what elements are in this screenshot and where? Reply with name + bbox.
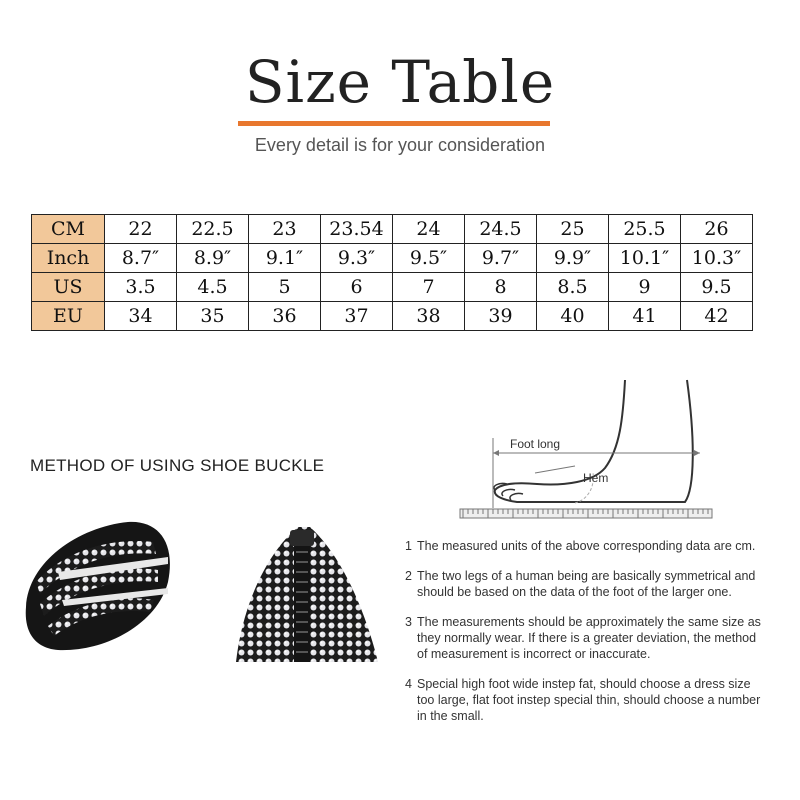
size-cell: 8 xyxy=(465,273,537,302)
size-cell: 34 xyxy=(105,302,177,331)
size-cell: 9.9″ xyxy=(537,244,609,273)
note-item xyxy=(405,614,790,662)
note-number: 1 xyxy=(405,539,412,553)
size-row-label: EU xyxy=(32,302,105,331)
size-cell: 24 xyxy=(393,215,465,244)
shoe-zipper-image xyxy=(228,522,388,667)
size-cell: 23.54 xyxy=(321,215,393,244)
hem-label: Hem xyxy=(583,471,609,485)
note-text: The measured units of the above corresponding data are cm. xyxy=(417,539,756,553)
size-cell: 38 xyxy=(393,302,465,331)
note-text-continued: in the small. xyxy=(417,709,484,723)
size-cell: 7 xyxy=(393,273,465,302)
page-subtitle: Every detail is for your consideration xyxy=(254,135,546,155)
note-text: The measurements should be approximately the same size as xyxy=(417,615,761,629)
foot-measurement-diagram xyxy=(455,378,715,528)
size-cell: 37 xyxy=(321,302,393,331)
size-cell: 36 xyxy=(249,302,321,331)
size-cell: 39 xyxy=(465,302,537,331)
foot-long-label: Foot long xyxy=(510,437,561,451)
note-item xyxy=(405,538,790,554)
note-number: 4 xyxy=(405,677,412,691)
size-row-cm xyxy=(32,215,753,244)
size-row-us xyxy=(32,273,753,302)
note-number: 2 xyxy=(405,569,412,583)
size-table xyxy=(31,214,753,331)
size-cell: 9.5″ xyxy=(393,244,465,273)
size-cell: 24.5 xyxy=(465,215,537,244)
size-cell: 8.9″ xyxy=(177,244,249,273)
note-text-continued: too large, flat foot instep special thin, should choose a number xyxy=(417,693,761,707)
size-cell: 10.1″ xyxy=(609,244,681,273)
size-cell: 41 xyxy=(609,302,681,331)
size-cell: 8.7″ xyxy=(105,244,177,273)
size-row-label: Inch xyxy=(32,244,105,273)
size-cell: 22 xyxy=(105,215,177,244)
size-cell: 26 xyxy=(681,215,753,244)
size-cell: 6 xyxy=(321,273,393,302)
size-cell: 9.1″ xyxy=(249,244,321,273)
shoe-strap-image xyxy=(18,512,178,657)
size-cell: 40 xyxy=(537,302,609,331)
note-text: Special high foot wide instep fat, should choose a dress size xyxy=(417,677,751,691)
page-title: Size Table xyxy=(244,48,556,116)
size-row-label: CM xyxy=(32,215,105,244)
size-cell: 9.7″ xyxy=(465,244,537,273)
size-cell: 9.5 xyxy=(681,273,753,302)
size-cell: 22.5 xyxy=(177,215,249,244)
size-cell: 25 xyxy=(537,215,609,244)
size-cell: 5 xyxy=(249,273,321,302)
size-row-label: US xyxy=(32,273,105,302)
size-cell: 9 xyxy=(609,273,681,302)
measurement-notes xyxy=(405,538,790,738)
size-cell: 23 xyxy=(249,215,321,244)
method-title: METHOD OF USING SHOE BUCKLE xyxy=(30,456,325,475)
note-number: 3 xyxy=(405,615,412,629)
size-cell: 9.3″ xyxy=(321,244,393,273)
size-cell: 42 xyxy=(681,302,753,331)
size-cell: 3.5 xyxy=(105,273,177,302)
note-text: The two legs of a human being are basically symmetrical and xyxy=(417,569,756,583)
size-cell: 4.5 xyxy=(177,273,249,302)
note-text-continued: they normally wear. If there is a greater deviation, the method xyxy=(417,631,757,645)
note-text-continued: should be based on the data of the foot of the larger one. xyxy=(417,585,732,599)
size-cell: 8.5 xyxy=(537,273,609,302)
note-item xyxy=(405,568,790,600)
size-row-eu xyxy=(32,302,753,331)
note-text-continued: of measurement is incorrect or inaccurate. xyxy=(417,647,651,661)
size-cell: 10.3″ xyxy=(681,244,753,273)
size-row-inch xyxy=(32,244,753,273)
title-underline xyxy=(238,121,550,126)
note-item xyxy=(405,676,790,724)
size-cell: 25.5 xyxy=(609,215,681,244)
size-cell: 35 xyxy=(177,302,249,331)
